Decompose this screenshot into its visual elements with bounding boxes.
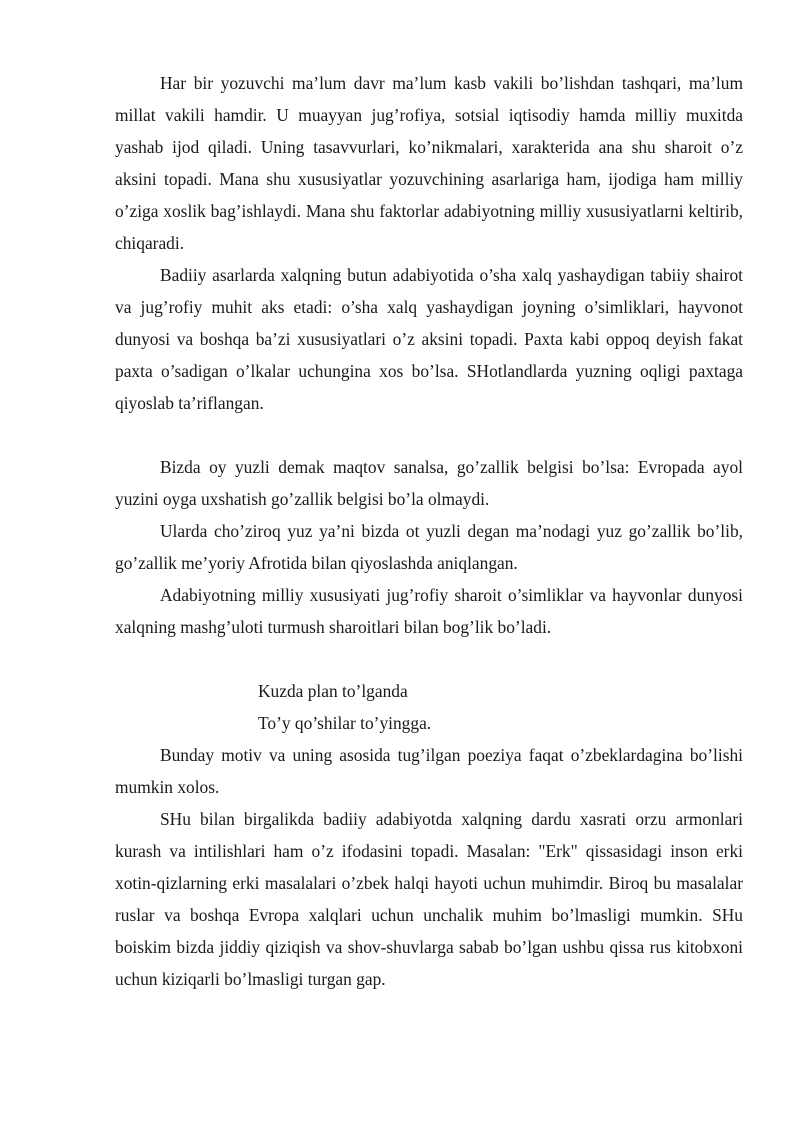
blank-line (115, 643, 743, 675)
poem-quote (115, 675, 743, 739)
blank-line (115, 419, 743, 451)
paragraph: Ularda cho’ziroq yuz ya’ni bizda ot yuzli degan ma’nodagi yuz go’zallik bo’lib, go’zallik me’yoriy Afrotida bilan qiyoslashda aniqlangan. (115, 521, 743, 573)
poem-line: To’y qo’shilar to’yingga. (258, 713, 432, 733)
paragraph: Bunday motiv va uning asosida tug’ilgan poeziya faqat o’zbeklardagina bo’lishi mumkin xolos. (115, 745, 743, 797)
paragraph: Adabiyotning milliy xususiyati jug’rofiy sharoit o’simliklar va hayvonlar dunyosi xalqning mashg’uloti turmush sharoitlari bilan bog’lik bo’ladi. (115, 585, 743, 637)
document-page (115, 67, 743, 995)
paragraph: Badiiy asarlarda xalqning butun adabiyotida o’sha xalq yashaydigan tabiiy shairot va jug’rofiy muhit aks etadi: o’sha xalq yashaydigan joyning o’simliklari, hayvonot dunyosi va boshqa ba’zi xususiyatlari o’z aksini topadi. Paxta kabi oppoq deyish fakat paxta o’sadigan o’lkalar uchungina xos bo’lsa. SHotlandlarda yuzning oqligi paxtaga qiyoslab ta’riflangan. (115, 265, 743, 413)
paragraph: SHu bilan birgalikda badiiy adabiyotda xalqning dardu xasrati orzu armonlari kurash va intilishlari ham o’z ifodasini topadi. Masalan: "Erk" qissasidagi inson erki xotin-qizlarning erki masalalari o’zbek halqi hayoti uchun muhimdir. Biroq bu masalalar ruslar va boshqa Evropa xalqlari uchun unchalik muhim bo’lmasligi mumkin. SHu boiskim bizda jiddiy qiziqish va shov-shuvlarga sabab bo’lgan ushbu qissa rus kitobxoni uchun kiziqarli bo’lmasligi turgan gap. (115, 809, 743, 989)
poem-line: Kuzda plan to’lganda (258, 681, 408, 701)
paragraph: Bizda oy yuzli demak maqtov sanalsa, go’zallik belgisi bo’lsa: Evropada ayol yuzini oyga uxshatish go’zallik belgisi bo’la olmaydi. (115, 457, 743, 509)
paragraph: Har bir yozuvchi ma’lum davr ma’lum kasb vakili bo’lishdan tashqari, ma’lum millat vakili hamdir. U muayyan jug’rofiya, sotsial iqtisodiy hamda milliy muxitda yashab ijod qiladi. Uning tasavvurlari, ko’nikmalari, xarakterida ana shu sharoit o’z aksini topadi. Mana shu xususiyatlar yozuvchining asarlariga ham, ijodiga ham milliy o’ziga xoslik bag’ishlaydi. Mana shu faktorlar adabiyotning milliy xususiyatlarni keltirib, chiqaradi. (115, 73, 743, 253)
